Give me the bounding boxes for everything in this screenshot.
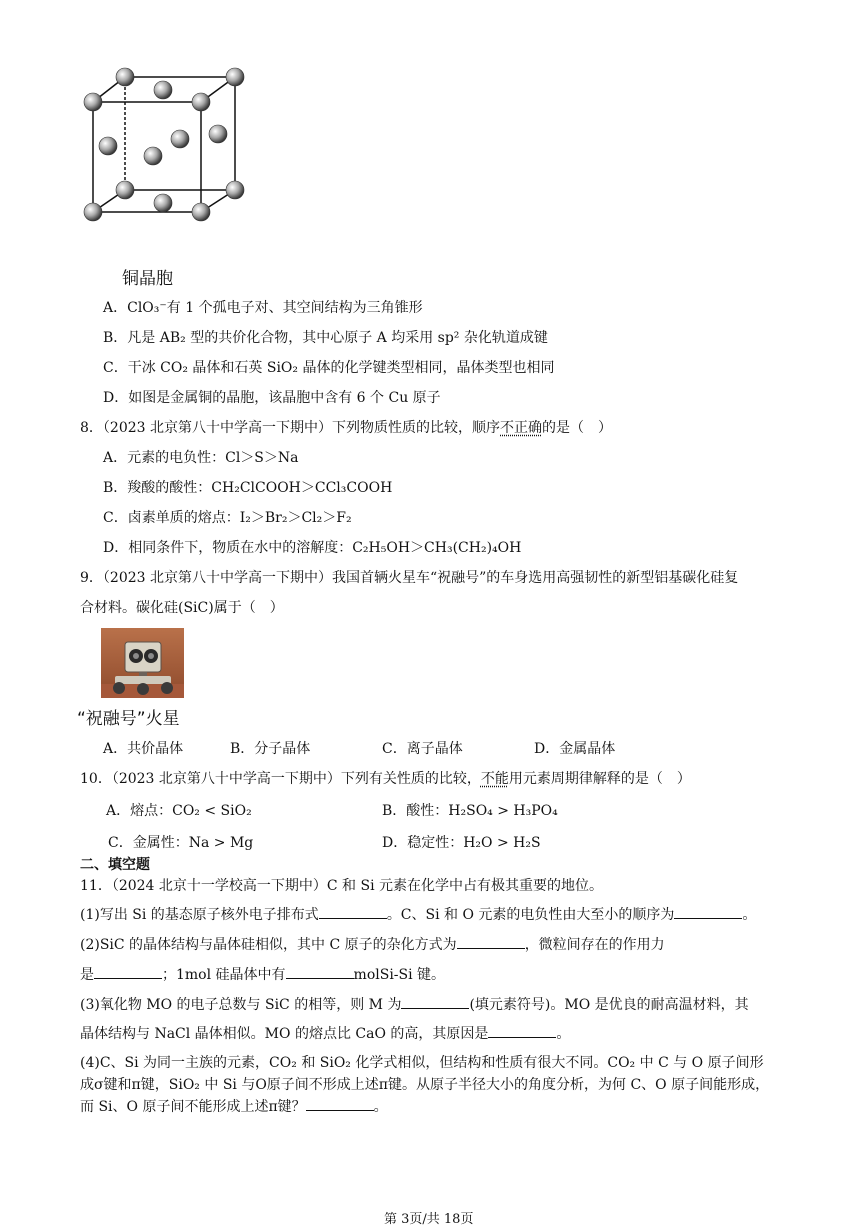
answer-blank[interactable]: [457, 936, 525, 949]
q11-part3-line2: [80, 1023, 570, 1043]
q9-stem-line1: 9．（2023 北京第八十中学高一下期中）我国首辆火星车“祝融号”的车身选用高强韧性的新型铝基碳化硅复: [80, 570, 739, 586]
q10-stem-post: 用元素周期律解释的是（ ）: [508, 771, 691, 787]
q10-option-d: D．稳定性：H₂O > H₂S: [382, 835, 541, 851]
q11-part4-line3: [80, 1096, 388, 1116]
answer-blank[interactable]: [306, 1098, 374, 1111]
q11-part1-text-b: 。C、Si 和 O 元素的电负性由大至小的顺序为: [386, 907, 675, 923]
q8-option-d: D．相同条件下，物质在水中的溶解度：C₂H₅OH＞CH₃(CH₂)₄OH: [103, 540, 522, 556]
q11-part4-text-c: 而 Si、O 原子间不能形成上述π键？: [80, 1099, 306, 1115]
q8-stem-post: 的是（ ）: [542, 420, 612, 436]
q11-part1-text-c: 。: [742, 907, 757, 923]
q9-option-b: B．分子晶体: [230, 741, 311, 757]
q10-stem-pre: 10．（2023 北京第八十中学高一下期中）下列有关性质的比较，: [80, 771, 481, 787]
copper-cell-caption: 铜晶胞: [122, 269, 173, 289]
q11-part2-line2: [80, 964, 445, 984]
q7-option-d: D．如图是金属铜的晶胞，该晶胞中含有 6 个 Cu 原子: [103, 390, 441, 406]
answer-blank[interactable]: [286, 966, 354, 979]
q11-part2-text-d: ；1mol 硅晶体中有: [162, 967, 286, 983]
q11-part3-text-a: (3)氧化物 MO 的电子总数与 SiC 的相等，则 M 为: [80, 997, 402, 1013]
rover-caption: “祝融号”火星: [77, 709, 180, 729]
q11-part2-text-e: molSi-Si 键。: [353, 967, 446, 983]
q11-part4-line2: 成σ键和π键，SiO₂ 中 Si 与O原子间不形成上述π键。从原子半径大小的角度分析，为何 C、O 原子间能形成，: [80, 1077, 770, 1093]
answer-blank[interactable]: [319, 906, 387, 919]
copper-unit-cell-figure: [75, 62, 255, 232]
page-number: 第 3页/共 18页: [384, 1212, 474, 1227]
answer-blank[interactable]: [674, 906, 742, 919]
section-title: 二、填空题: [80, 857, 150, 873]
q11-part3-line1: [80, 994, 749, 1014]
answer-blank[interactable]: [401, 996, 469, 1009]
q10-option-b: B．酸性：H₂SO₄ > H₃PO₄: [382, 803, 558, 819]
q8-stem-pre: 8．（2023 北京第八十中学高一下期中）下列物质性质的比较，顺序: [80, 420, 500, 436]
q11-stem: 11．（2024 北京十一学校高一下期中）C 和 Si 元素在化学中占有极其重要的地位。: [80, 878, 604, 894]
q8-option-a: A．元素的电负性：Cl＞S＞Na: [103, 450, 299, 466]
q11-part4-text-d: 。: [373, 1099, 388, 1115]
q11-part1: [80, 904, 756, 924]
q9-option-a: A．共价晶体: [103, 741, 184, 757]
answer-blank[interactable]: [488, 1025, 556, 1038]
q7-option-c: C．干冰 CO₂ 晶体和石英 SiO₂ 晶体的化学键类型相同，晶体类型也相同: [103, 360, 555, 376]
q10-stem-emphasis: 不能: [480, 771, 509, 787]
q9-option-d: D．金属晶体: [534, 741, 616, 757]
q10-option-c: C．金属性：Na > Mg: [108, 835, 254, 851]
q11-part4-line1: (4)C、Si 为同一主族的元素，CO₂ 和 SiO₂ 化学式相似，但结构和性质有很大不同。CO₂ 中 C 与 O 原子间形: [80, 1055, 764, 1071]
q11-part2-text-a: (2)SiC 的晶体结构与晶体硅相似，其中 C 原子的杂化方式为: [80, 937, 457, 953]
q8-stem: [80, 417, 612, 437]
q10-stem: [80, 768, 691, 788]
q11-part3-text-d: 。: [556, 1026, 571, 1042]
q11-part3-text-b: (填元素符号)。MO 是优良的耐高温材料，其: [469, 997, 749, 1013]
q11-part1-text-a: (1)写出 Si 的基态原子核外电子排布式: [80, 907, 319, 923]
q9-option-c: C．离子晶体: [382, 741, 463, 757]
q8-option-b: B．羧酸的酸性：CH₂ClCOOH＞CCl₃COOH: [103, 480, 393, 496]
answer-blank[interactable]: [94, 966, 162, 979]
q7-option-a: A．ClO₃⁻有 1 个孤电子对、其空间结构为三角锥形: [103, 300, 423, 316]
zhurong-rover-photo: [101, 628, 184, 698]
q11-part3-text-c: 晶体结构与 NaCl 晶体相似。MO 的熔点比 CaO 的高，其原因是: [80, 1026, 489, 1042]
q8-option-c: C．卤素单质的熔点：I₂＞Br₂＞Cl₂＞F₂: [103, 510, 352, 526]
q10-option-a: A．熔点：CO₂ < SiO₂: [106, 803, 252, 819]
q9-stem-line2: 合材料。碳化硅(SiC)属于（ ）: [80, 600, 284, 616]
q11-part2-text-c: 是: [80, 967, 94, 983]
q11-part2-text-b: ，微粒间存在的作用力: [524, 937, 665, 953]
q8-stem-emphasis: 不正确: [500, 420, 542, 436]
q11-part2-line1: [80, 934, 665, 954]
q7-option-b: B．凡是 AB₂ 型的共价化合物，其中心原子 A 均采用 sp² 杂化轨道成键: [103, 330, 548, 346]
